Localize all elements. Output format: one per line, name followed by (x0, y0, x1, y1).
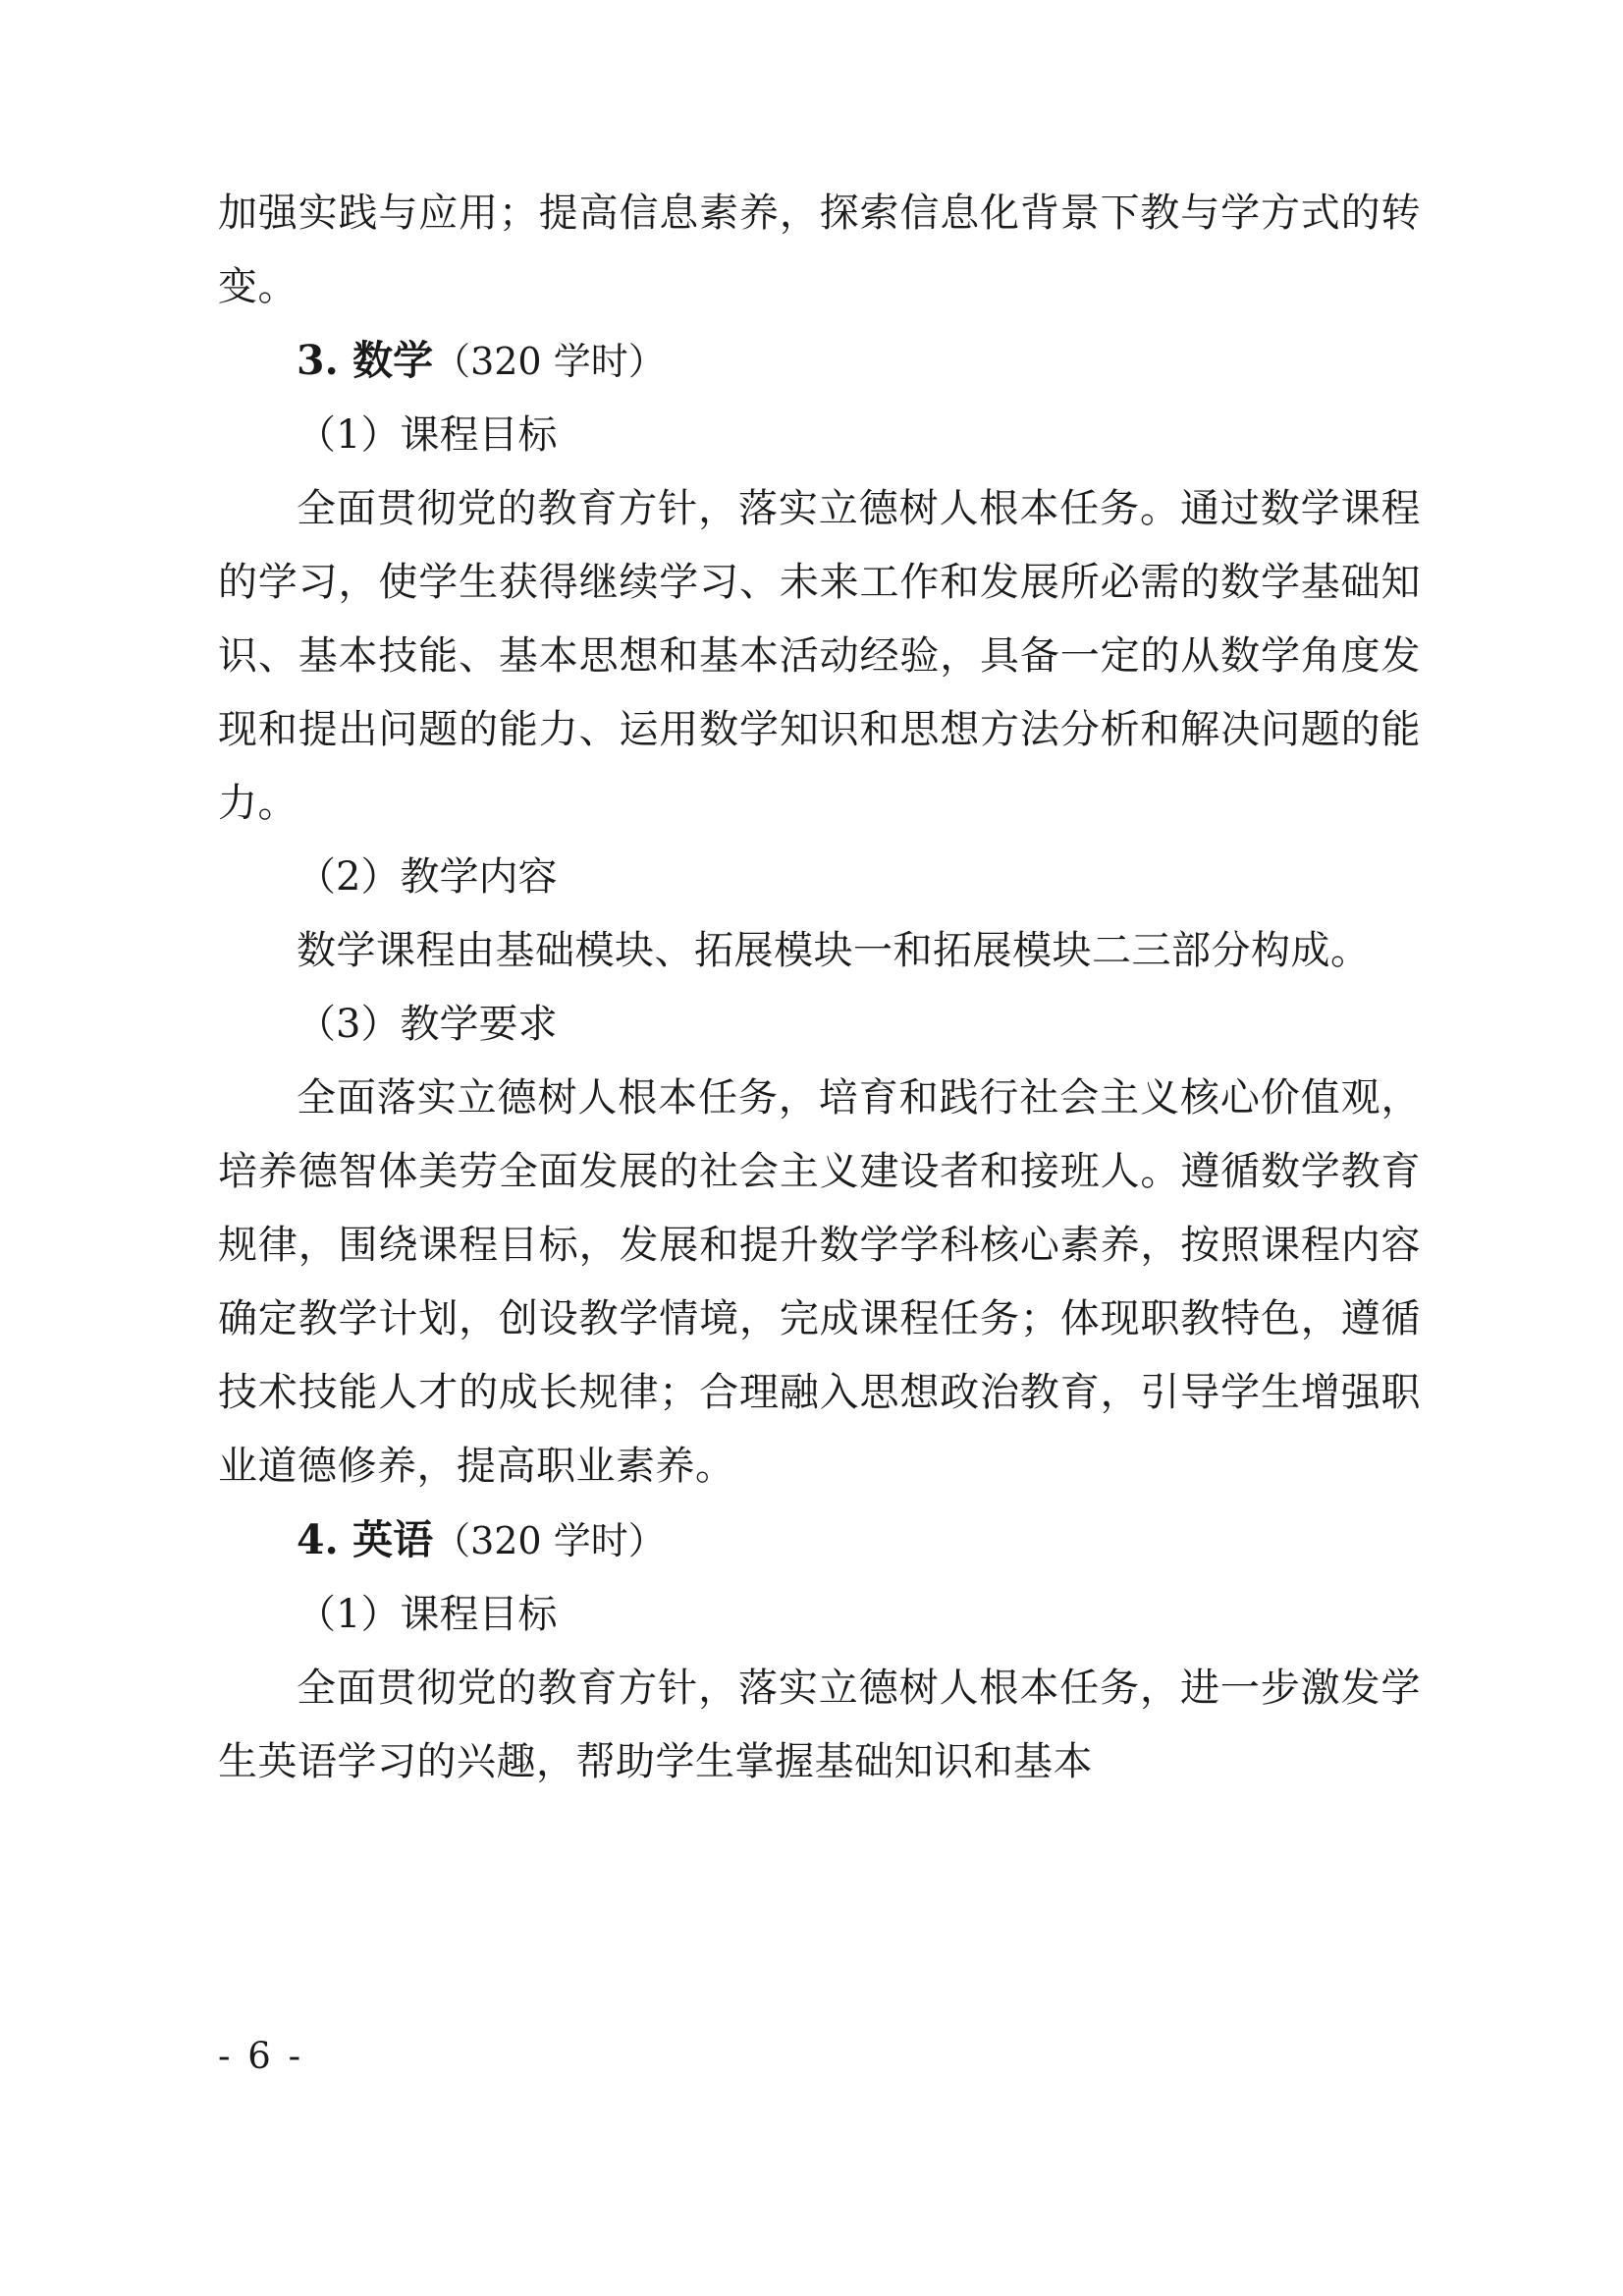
subheading-english-course-objectives: （1）课程目标 (297, 1592, 558, 1637)
paragraph-math-course-objectives: 全面贯彻党的教育方针，落实立德树人根本任务。通过数学课程的学习，使学生获得继续学习、未来工作和发展所必需的数学基础知识、基本技能、基本思想和基本活动经验，具备一定的从数学角度发现和提出问题的能力、运用数学知识和思想方法分析和解决问题的能力。 (218, 486, 1421, 826)
section-heading-english-hours: （320 学时） (433, 1519, 666, 1562)
subheading-math-course-objectives: （1）课程目标 (297, 412, 558, 458)
section-heading-mathematics-hours: （320 学时） (433, 340, 666, 383)
paragraph-math-teaching-requirements: 全面落实立德树人根本任务，培育和践行社会主义核心价值观，培养德智体美劳全面发展的社会主义建设者和接班人。遵循数学教育规律，围绕课程目标，发展和提升数学学科核心素养，按照课程内容确定教学计划，创设教学情境，完成课程任务；体现职教特色，遵循技术技能人才的成长规律；合理融入思想政治教育，引导学生增强职业道德修养，提高职业素养。 (218, 1075, 1421, 1489)
paragraph-continuation-information-literacy: 加强实践与应用；提高信息素养，探索信息化背景下教与学方式的转变。 (218, 191, 1421, 309)
section-heading-mathematics-title: 3. 数学 (297, 337, 434, 384)
page-body (218, 177, 1421, 1799)
page-number: - 6 - (218, 2035, 304, 2077)
section-heading-english (218, 1503, 1421, 1578)
section-heading-mathematics (218, 324, 1421, 399)
subheading-math-teaching-content: （2）教学内容 (297, 854, 558, 900)
subheading-math-teaching-requirements: （3）教学要求 (297, 1002, 558, 1047)
section-heading-english-title: 4. 英语 (297, 1516, 434, 1563)
paragraph-math-teaching-content: 数学课程由基础模块、拓展模块一和拓展模块二三部分构成。 (297, 928, 1371, 973)
paragraph-english-course-objectives: 全面贯彻党的教育方针，落实立德树人根本任务，进一步激发学生英语学习的兴趣，帮助学生掌握基础知识和基本 (218, 1666, 1421, 1784)
